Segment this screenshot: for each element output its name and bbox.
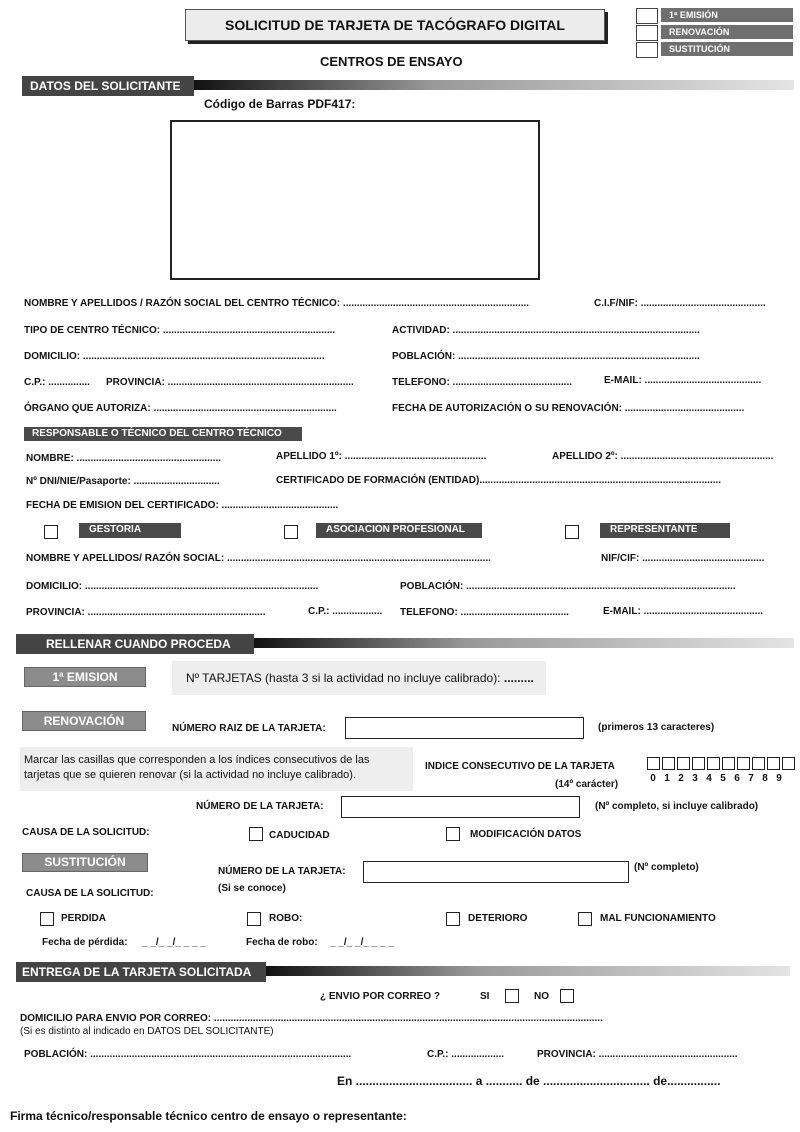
checkbox-primera-emision[interactable]	[636, 8, 658, 24]
gestoria-provincia-field[interactable]: PROVINCIA: ................................................................	[26, 607, 266, 618]
gestoria-email-field[interactable]: E-MAIL: ...........................................	[603, 606, 764, 617]
indice-digits	[646, 773, 786, 784]
asociacion-label: ASOCIACION PROFESIONAL	[316, 523, 482, 538]
indice-cell-8[interactable]	[767, 757, 780, 770]
si-conoce-note: (Si se conoce)	[218, 883, 286, 894]
num-raiz-input[interactable]	[345, 717, 584, 739]
asociacion-checkbox[interactable]	[284, 525, 298, 539]
gestoria-checkbox[interactable]	[44, 525, 58, 539]
num-tarjeta2-input[interactable]	[363, 861, 629, 883]
gestoria-domicilio-field[interactable]: DOMICILIO: ....................................................................................	[26, 581, 319, 592]
resp-apellido1-field[interactable]: APELLIDO 1º: ...................................................	[276, 451, 487, 462]
organo-field[interactable]: ÓRGANO QUE AUTORIZA: ..................................................................	[24, 403, 337, 414]
fecha-perdida-label: Fecha de pérdida:	[42, 937, 128, 948]
indice-label: INDICE CONSECUTIVO DE LA TARJETA	[425, 761, 615, 772]
fecha-robo-label: Fecha de robo:	[246, 937, 318, 948]
caducidad-checkbox[interactable]	[249, 827, 263, 841]
indice-cell-5[interactable]	[722, 757, 735, 770]
deterioro-label: DETERIORO	[468, 913, 528, 924]
poblacion-field[interactable]: POBLACIÓN: .......................................................................................	[392, 351, 700, 362]
sustitucion-label: SUSTITUCIÓN	[22, 853, 148, 872]
section-heading: ENTREGA DE LA TARJETA SOLICITADA	[16, 962, 266, 982]
tag-renovacion: RENOVACIÓN	[661, 25, 793, 39]
envio-no-checkbox[interactable]	[560, 989, 574, 1003]
envio-no-label: NO	[534, 991, 549, 1002]
section-entrega	[16, 962, 790, 982]
heading-gradient	[194, 80, 794, 90]
digit-label: 9	[776, 773, 782, 784]
gestoria-label: GESTORIA	[79, 523, 181, 538]
resp-dni-field[interactable]: Nº DNI/NIE/Pasaporte: ...............................	[26, 476, 220, 487]
form-title: SOLICITUD DE TARJETA DE TACÓGRAFO DIGITAL	[185, 9, 605, 41]
domicilio-envio-field[interactable]: DOMICILIO PARA ENVIO POR CORREO: ............................................................................................................................................	[20, 1013, 603, 1024]
gestoria-poblacion-field[interactable]: POBLACIÓN: .................................................................................................	[400, 581, 736, 592]
indice-cell-3[interactable]	[692, 757, 705, 770]
indice-cell-6[interactable]	[737, 757, 750, 770]
tag-sustitucion: SUSTITUCIÓN	[661, 42, 793, 56]
resp-certificado-field[interactable]: CERTIFICADO DE FORMACIÓN (ENTIDAD).......................................................................................	[276, 475, 722, 486]
checkbox-sustitucion[interactable]	[636, 42, 658, 58]
gestoria-cp-field[interactable]: C.P.: ..................	[308, 606, 383, 617]
digit-label: 0	[650, 773, 656, 784]
lugar-fecha-field[interactable]: En ................................... a ........... de ................................ de................	[337, 1074, 721, 1088]
modificacion-checkbox[interactable]	[446, 827, 460, 841]
digit-label: 7	[748, 773, 754, 784]
envio-si-checkbox[interactable]	[505, 989, 519, 1003]
digit-label: 6	[734, 773, 740, 784]
num-tarjeta2-label: NÚMERO DE LA TARJETA:	[218, 866, 346, 877]
section-heading: RELLENAR CUANDO PROCEDA	[16, 634, 254, 654]
email-field[interactable]: E-MAIL: ..........................................	[604, 375, 762, 386]
domicilio-field[interactable]: DOMICILIO: .......................................................................................	[24, 351, 325, 362]
gestoria-nombre-field[interactable]: NOMBRE Y APELLIDOS/ RAZÓN SOCIAL: ...............................................................................................	[26, 553, 491, 564]
firma-label: Firma técnico/responsable técnico centro de ensayo o representante:	[10, 1109, 407, 1123]
checkbox-renovacion[interactable]	[636, 25, 658, 41]
robo-checkbox[interactable]	[247, 912, 261, 926]
tipo-centro-field[interactable]: TIPO DE CENTRO TÉCNICO: ..............................................................	[24, 325, 336, 336]
indice-cell-2[interactable]	[677, 757, 690, 770]
digit-label: 3	[692, 773, 698, 784]
cif-field[interactable]: C.I.F/NIF: .............................................	[594, 298, 766, 309]
renovacion-label: RENOVACIÓN	[22, 711, 146, 731]
tarjetas-field[interactable]: .........	[503, 671, 534, 685]
barcode-box	[170, 120, 540, 280]
gestoria-nif-field[interactable]: NIF/CIF: ............................................	[601, 553, 765, 564]
resp-apellido2-field[interactable]: APELLIDO 2º: .......................................................	[552, 451, 774, 462]
form-subtitle: CENTROS DE ENSAYO	[320, 54, 463, 69]
digit-label: 1	[664, 773, 670, 784]
digit-label: 4	[706, 773, 712, 784]
emision-label: 1ª EMISION	[24, 667, 146, 687]
fecha-autorizacion-field[interactable]: FECHA DE AUTORIZACIÓN O SU RENOVACIÓN: ...........................................	[392, 403, 745, 414]
section-heading: DATOS DEL SOLICITANTE	[22, 76, 194, 96]
digit-label: 8	[762, 773, 768, 784]
resp-nombre-field[interactable]: NOMBRE: ....................................................	[26, 453, 222, 464]
section-datos-solicitante	[22, 76, 794, 96]
mal-funcionamiento-checkbox[interactable]	[578, 912, 592, 926]
modificacion-label: MODIFICACIÓN DATOS	[470, 829, 582, 840]
robo-label: ROBO:	[269, 913, 303, 924]
num-raiz-label: NÚMERO RAIZ DE LA TARJETA:	[172, 723, 326, 734]
marcar-text-1: Marcar las casillas que corresponden a los índices consecutivos de las	[24, 754, 370, 766]
num-completo-cal-note: (Nº completo, si incluye calibrado)	[595, 801, 759, 812]
resp-fecha-field[interactable]: FECHA DE EMISION DEL CERTIFICADO: ..........................................	[26, 500, 339, 511]
section-rellenar	[16, 634, 794, 654]
indice-cell-4[interactable]	[707, 757, 720, 770]
envio-poblacion-field[interactable]: POBLACIÓN: ..............................................................................................	[24, 1049, 352, 1060]
fecha-robo-field[interactable]: _ _/_ _/_ _ _ _	[330, 937, 394, 948]
tarjetas-label: Nº TARJETAS (hasta 3 si la actividad no incluye calibrado):	[186, 671, 501, 685]
actividad-field[interactable]: ACTIVIDAD: .........................................................................................	[392, 325, 700, 336]
fecha-perdida-field[interactable]: _ _/_ _/_ _ _ _	[142, 937, 206, 948]
num-completo-note: (Nº completo)	[634, 862, 699, 873]
primeros-note: (primeros 13 caracteres)	[598, 722, 715, 733]
indice-cells[interactable]	[647, 757, 797, 770]
indice-cell-7[interactable]	[752, 757, 765, 770]
tag-primera-emision: 1ª EMISIÓN	[661, 8, 793, 22]
caducidad-label: CADUCIDAD	[269, 830, 330, 841]
responsable-heading: RESPONSABLE O TÉCNICO DEL CENTRO TÉCNICO	[24, 427, 302, 441]
envio-label: ¿ ENVIO POR CORREO ?	[320, 991, 441, 1002]
envio-si-label: SI	[480, 991, 490, 1002]
provincia-field[interactable]: PROVINCIA: ...................................................................	[106, 377, 354, 388]
domicilio-envio-note: (Si es distinto al indicado en DATOS DEL SOLICITANTE)	[20, 1026, 274, 1037]
marcar-text-2: tarjetas que se quieren renovar (si la actividad no incluye calibrado).	[24, 769, 357, 781]
indice-sub: (14º carácter)	[555, 779, 619, 790]
causa-label: CAUSA DE LA SOLICITUD:	[22, 827, 150, 838]
representante-label: REPRESENTANTE	[600, 523, 730, 538]
envio-cp-field[interactable]: C.P.: ...................	[427, 1049, 505, 1060]
barcode-label: Código de Barras PDF417:	[204, 97, 356, 111]
heading-gradient	[266, 966, 790, 976]
representante-checkbox[interactable]	[565, 525, 579, 539]
indice-cell-0[interactable]	[647, 757, 660, 770]
indice-cell-1[interactable]	[662, 757, 675, 770]
perdida-checkbox[interactable]	[40, 912, 54, 926]
heading-gradient	[254, 638, 794, 648]
cp-field[interactable]: C.P.: ...............	[24, 377, 90, 388]
num-tarjeta-label: NÚMERO DE LA TARJETA:	[196, 801, 324, 812]
causa2-label: CAUSA DE LA SOLICITUD:	[26, 888, 154, 899]
tarjetas-text	[186, 671, 534, 685]
nombre-centro-field[interactable]: NOMBRE Y APELLIDOS / RAZÓN SOCIAL DEL CENTRO TÉCNICO: ...................................................................	[24, 298, 530, 309]
perdida-label: PERDIDA	[61, 913, 107, 924]
envio-provincia-field[interactable]: PROVINCIA: ..................................................	[537, 1049, 738, 1060]
digit-label: 2	[678, 773, 684, 784]
digit-label: 5	[720, 773, 726, 784]
telefono-field[interactable]: TELEFONO: ...........................................	[392, 377, 573, 388]
num-tarjeta-input[interactable]	[341, 796, 580, 818]
mal-funcionamiento-label: MAL FUNCIONAMIENTO	[600, 913, 716, 924]
gestoria-telefono-field[interactable]: TELEFONO: .......................................	[400, 607, 569, 618]
indice-cell-9[interactable]	[782, 757, 795, 770]
deterioro-checkbox[interactable]	[446, 912, 460, 926]
